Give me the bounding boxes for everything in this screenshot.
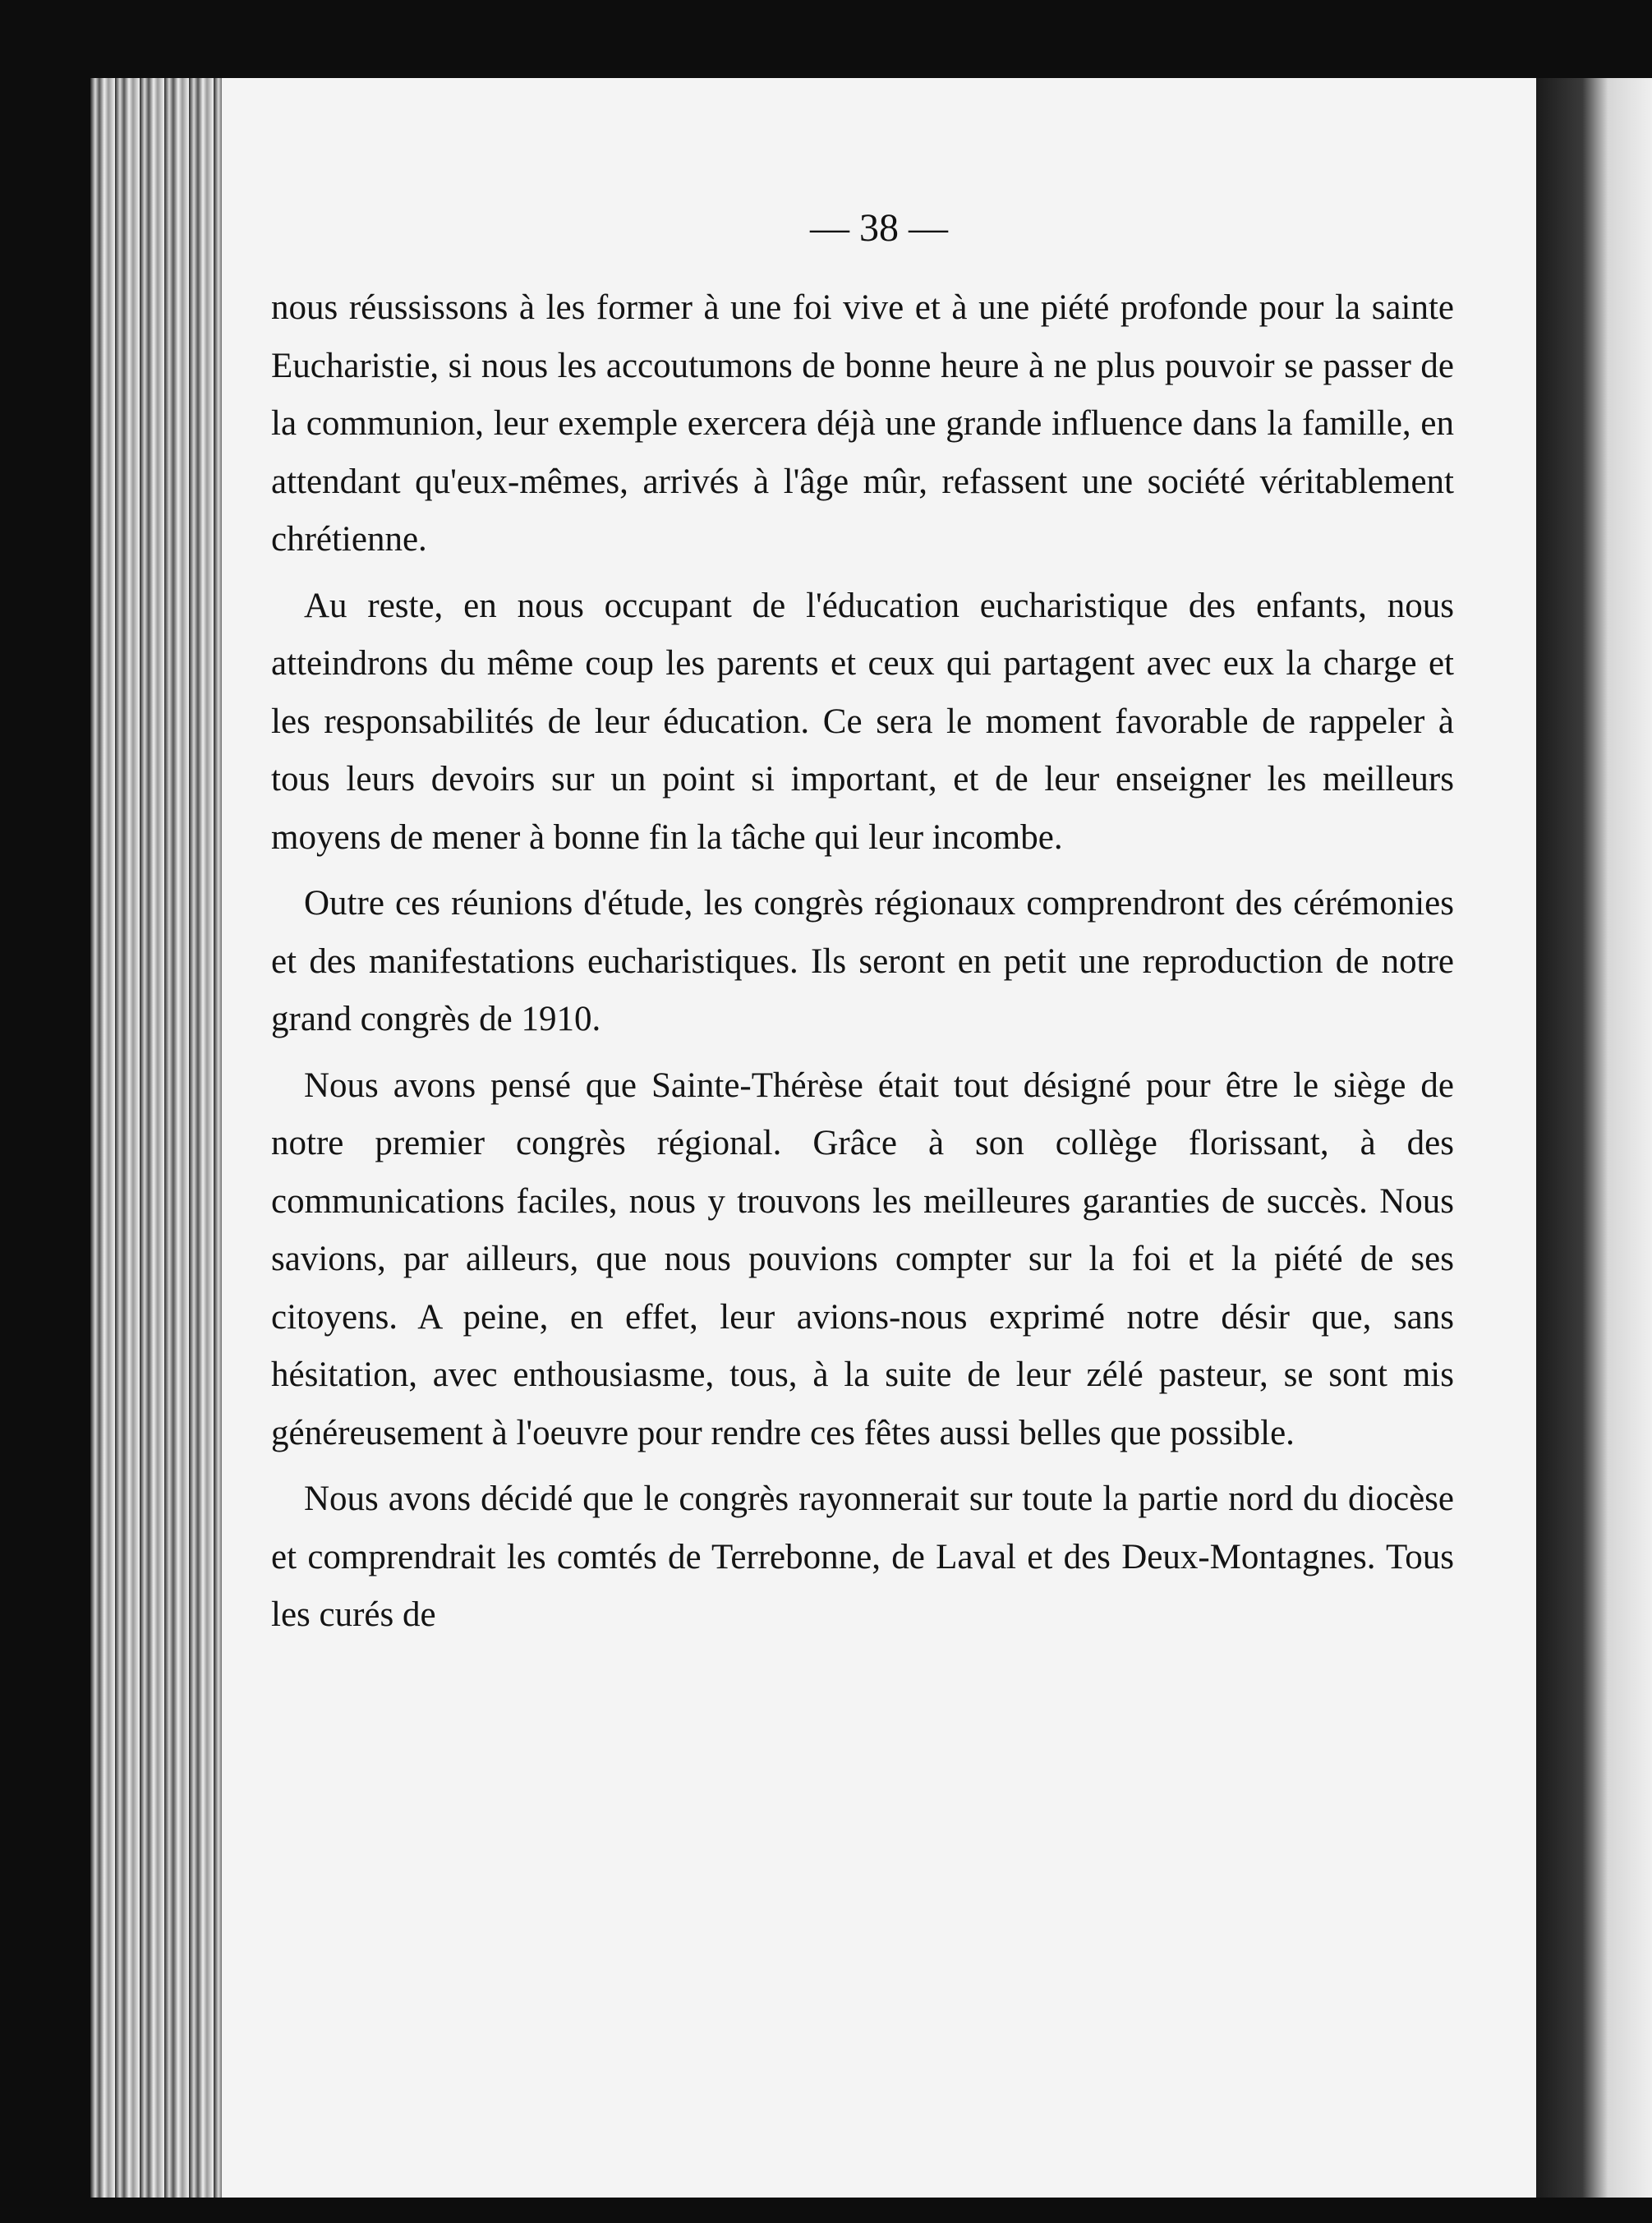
paragraph: Nous avons pensé que Sainte-Thérèse était tout désigné pour être le siège de notre premier congrès régional. Grâce à son collège florissant, à des communications faciles, nous y trouvons les meilleures garanties de succès. Nous savions, par ailleurs, que nous pouvions compter sur la foi et la piété de ses citoyens. A peine, en effet, leur avions-nous exprimé notre désir que, sans hésitation, avec enthousiasme, tous, à la suite de leur zélé pasteur, se sont mis généreusement à l'oeuvre pour rendre ces fêtes aussi belles que possible. xyxy=(271,1065,1454,1452)
page-number: — 38 — xyxy=(810,206,948,250)
paragraph: Outre ces réunions d'étude, les congrès régionaux comprendront des cérémonies et des manifestations eucharistiques. Ils seront en petit une reproduction de notre grand congrès de 1910. xyxy=(271,884,1454,1038)
facing-page-edge xyxy=(1536,78,1652,2198)
paragraph: Au reste, en nous occupant de l'éducation eucharistique des enfants, nous atteindrons du même coup les parents et ceux qui partagent avec eux la charge et les responsabilités de leur éducation. Ce sera le moment favorable de rappeler à tous leurs devoirs sur un point si important, et de leur enseigner les meilleurs moyens de mener à bonne fin la tâche qui leur incombe. xyxy=(271,586,1454,857)
paragraph: nous réussissons à les former à une foi vive et à une piété profonde pour la sainte Eucharistie, si nous les accoutumons de bonne heure à ne plus pouvoir se passer de la communion, leur exemple exercera déjà une grande influence dans la famille, en attendant qu'eux-mêmes, arrivés à l'âge mûr, refassent une société véritablement chrétienne. xyxy=(271,288,1454,559)
body-text xyxy=(271,279,1454,1653)
paragraph: Nous avons décidé que le congrès rayonnerait sur toute la partie nord du diocèse et comprendrait les comtés de Terrebonne, de Laval et des Deux-Montagnes. Tous les curés de xyxy=(271,1480,1454,1634)
